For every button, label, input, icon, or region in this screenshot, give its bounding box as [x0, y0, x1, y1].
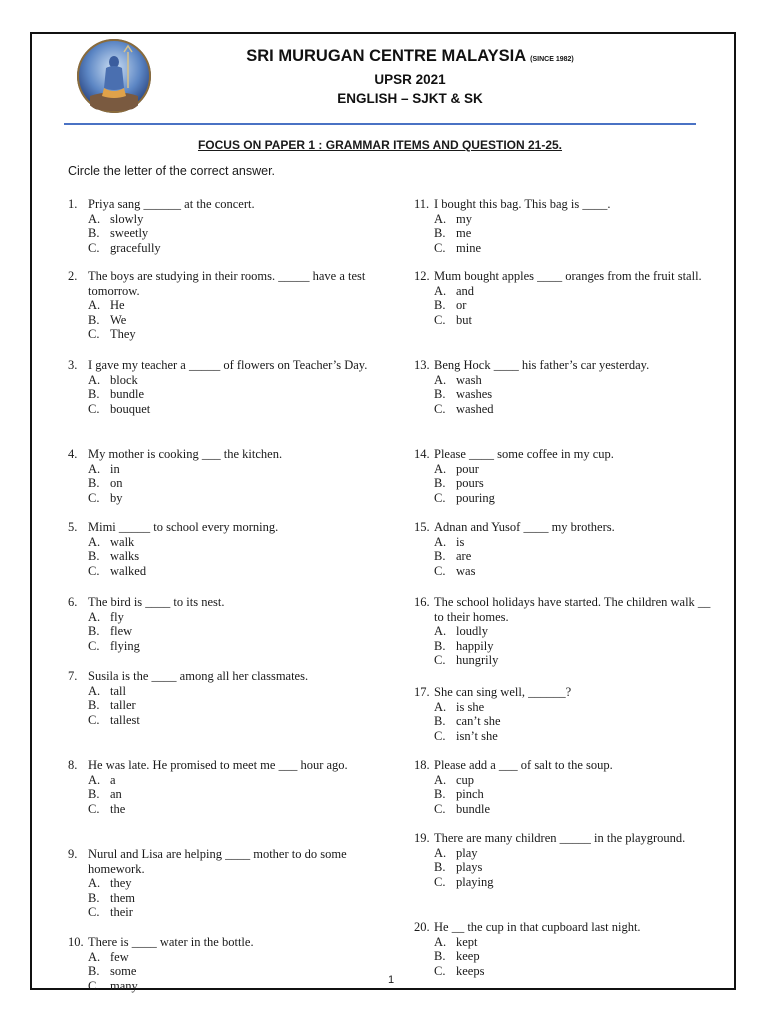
question-text: Susila is the ____ among all her classmates.: [88, 669, 309, 683]
answer-option[interactable]: [88, 491, 368, 506]
option-text: they: [110, 876, 132, 891]
option-text: keeps: [456, 963, 485, 978]
question-number: 8.: [68, 758, 78, 772]
option-text: tall: [110, 683, 126, 698]
answer-options: [434, 846, 714, 890]
answer-option[interactable]: [88, 549, 368, 564]
question-number: 16.: [414, 595, 430, 609]
answer-options: [88, 610, 368, 654]
question-number: 11.: [414, 197, 430, 211]
question-number: 10.: [68, 935, 84, 949]
option-text: but: [456, 312, 472, 327]
option-letter: C.: [434, 401, 446, 416]
option-text: walked: [110, 563, 147, 578]
question-text: The boys are studying in their rooms. _____ have a test tomorrow.: [88, 269, 366, 298]
answer-option[interactable]: [88, 387, 368, 402]
question-text: She can sing well, ______?: [434, 685, 572, 699]
answer-options: [88, 373, 368, 417]
option-text: hungrily: [456, 653, 499, 668]
answer-options: [434, 624, 714, 668]
option-text: me: [456, 226, 472, 241]
question-number: 4.: [68, 447, 78, 461]
question-10: [68, 935, 368, 993]
question-number: 1.: [68, 197, 78, 211]
option-letter: A.: [434, 845, 447, 860]
question-text: My mother is cooking ___ the kitchen.: [88, 447, 283, 461]
option-letter: B.: [88, 476, 100, 491]
option-text: walk: [110, 534, 135, 549]
option-text: wash: [456, 372, 482, 387]
header-exam: UPSR 2021: [374, 72, 446, 87]
answer-option[interactable]: [88, 773, 368, 788]
option-letter: C.: [434, 312, 446, 327]
option-text: was: [456, 563, 476, 578]
option-letter: C.: [88, 801, 100, 816]
option-letter: B.: [434, 787, 446, 802]
question-number: 6.: [68, 595, 78, 609]
option-letter: B.: [434, 476, 446, 491]
answer-option[interactable]: [88, 241, 368, 256]
option-text: keep: [456, 949, 480, 964]
option-letter: B.: [88, 890, 100, 905]
option-letter: B.: [434, 298, 446, 313]
answer-option[interactable]: [88, 212, 368, 227]
option-text: loudly: [456, 624, 488, 639]
option-text: the: [110, 801, 126, 816]
option-text: kept: [456, 934, 478, 949]
answer-option[interactable]: [434, 313, 714, 328]
answer-option[interactable]: [434, 700, 714, 715]
option-text: flew: [110, 624, 133, 639]
option-letter: C.: [88, 638, 100, 653]
option-letter: C.: [88, 240, 100, 255]
question-6: [68, 595, 368, 653]
question-12: [414, 269, 714, 327]
option-text: a: [110, 772, 116, 787]
answer-options: [434, 700, 714, 744]
option-letter: A.: [434, 624, 447, 639]
option-text: block: [110, 372, 138, 387]
answer-options: [88, 773, 368, 817]
question-text: There are many children _____ in the playground.: [434, 831, 686, 845]
answer-options: [88, 212, 368, 256]
question-number: 17.: [414, 685, 430, 699]
answer-option[interactable]: [434, 787, 714, 802]
option-letter: A.: [88, 683, 101, 698]
answer-option[interactable]: [88, 624, 368, 639]
answer-option[interactable]: [434, 729, 714, 744]
option-text: many: [110, 978, 138, 993]
answer-option[interactable]: [434, 773, 714, 788]
answer-option[interactable]: [434, 624, 714, 639]
option-letter: B.: [88, 964, 100, 979]
option-text: pours: [456, 476, 484, 491]
answer-option[interactable]: [88, 564, 368, 579]
answer-options: [88, 950, 368, 994]
question-text: The bird is ____ to its nest.: [88, 595, 225, 609]
option-text: can’t she: [456, 714, 501, 729]
option-letter: A.: [88, 372, 101, 387]
option-text: on: [110, 476, 123, 491]
option-letter: B.: [88, 787, 100, 802]
answer-option[interactable]: [88, 964, 368, 979]
answer-option[interactable]: [88, 698, 368, 713]
header-title: SRI MURUGAN CENTRE MALAYSIA: [246, 47, 526, 65]
option-text: by: [110, 490, 123, 505]
question-text: Priya sang ______ at the concert.: [88, 197, 255, 211]
question-text: Beng Hock ____ his father’s car yesterday.: [434, 358, 650, 372]
question-text: Mimi _____ to school every morning.: [88, 520, 279, 534]
question-8: [68, 758, 368, 816]
option-letter: C.: [88, 490, 100, 505]
question-number: 3.: [68, 358, 78, 372]
option-text: or: [456, 298, 467, 313]
answer-option[interactable]: [434, 802, 714, 817]
question-number: 19.: [414, 831, 430, 845]
answer-option[interactable]: [434, 564, 714, 579]
option-letter: B.: [88, 624, 100, 639]
answer-option[interactable]: [434, 875, 714, 890]
answer-option[interactable]: [434, 846, 714, 861]
question-text: I gave my teacher a _____ of flowers on Teacher’s Day.: [88, 358, 368, 372]
answer-option[interactable]: [88, 639, 368, 654]
option-letter: B.: [434, 638, 446, 653]
header-subject: ENGLISH – SJKT & SK: [337, 91, 483, 106]
option-text: bundle: [456, 801, 491, 816]
answer-option[interactable]: [434, 653, 714, 668]
option-letter: A.: [434, 534, 447, 549]
option-letter: B.: [434, 387, 446, 402]
question-7: [68, 669, 368, 727]
option-letter: B.: [434, 860, 446, 875]
question-number: 15.: [414, 520, 430, 534]
option-letter: A.: [88, 949, 101, 964]
option-text: He: [110, 298, 125, 313]
option-text: them: [110, 890, 135, 905]
option-letter: C.: [88, 978, 100, 993]
option-letter: A.: [434, 372, 447, 387]
option-text: pour: [456, 461, 479, 476]
option-text: washed: [456, 401, 494, 416]
option-letter: C.: [88, 401, 100, 416]
answer-option[interactable]: [88, 891, 368, 906]
question-text: Please add a ___ of salt to the soup.: [434, 758, 613, 772]
option-letter: C.: [434, 728, 446, 743]
answer-options: [88, 535, 368, 579]
option-letter: C.: [434, 563, 446, 578]
answer-option[interactable]: [434, 387, 714, 402]
question-number: 2.: [68, 269, 78, 283]
option-letter: A.: [434, 699, 447, 714]
option-text: play: [456, 845, 478, 860]
option-text: is: [456, 534, 465, 549]
answer-option[interactable]: [434, 535, 714, 550]
answer-options: [434, 284, 714, 328]
answer-option[interactable]: [88, 462, 368, 477]
answer-option[interactable]: [88, 402, 368, 417]
header-since: (SINCE 1982): [530, 56, 574, 63]
question-3: [68, 358, 368, 416]
answer-option[interactable]: [88, 373, 368, 388]
answer-option[interactable]: [434, 476, 714, 491]
question-1: [68, 197, 368, 255]
option-letter: B.: [88, 549, 100, 564]
option-text: fly: [110, 609, 124, 624]
option-text: some: [110, 964, 137, 979]
question-text: The school holidays have started. The children walk __ to their homes.: [434, 595, 711, 624]
answer-option[interactable]: [434, 284, 714, 299]
header-divider: [64, 123, 696, 125]
option-text: tallest: [110, 712, 140, 727]
question-number: 20.: [414, 920, 430, 934]
option-text: cup: [456, 772, 475, 787]
question-15: [414, 520, 714, 578]
option-letter: B.: [88, 226, 100, 241]
option-letter: B.: [434, 949, 446, 964]
question-9: [68, 847, 368, 920]
answer-option[interactable]: [434, 949, 714, 964]
answer-option[interactable]: [88, 979, 368, 994]
option-text: an: [110, 787, 122, 802]
option-letter: A.: [434, 461, 447, 476]
option-text: isn’t she: [456, 728, 498, 743]
logo-emblem: [76, 38, 152, 114]
option-text: plays: [456, 860, 483, 875]
option-letter: B.: [434, 714, 446, 729]
question-text: There is ____ water in the bottle.: [88, 935, 254, 949]
answer-options: [434, 212, 714, 256]
answer-option[interactable]: [88, 226, 368, 241]
option-letter: A.: [434, 283, 447, 298]
answer-options: [88, 298, 368, 342]
question-number: 5.: [68, 520, 78, 534]
option-letter: A.: [88, 461, 101, 476]
answer-options: [434, 773, 714, 817]
option-text: walks: [110, 549, 140, 564]
answer-option[interactable]: [88, 610, 368, 625]
option-letter: A.: [88, 772, 101, 787]
option-letter: A.: [88, 609, 101, 624]
answer-option[interactable]: [434, 860, 714, 875]
question-number: 13.: [414, 358, 430, 372]
option-letter: C.: [88, 563, 100, 578]
answer-options: [88, 876, 368, 920]
option-text: washes: [456, 387, 493, 402]
answer-option[interactable]: [434, 549, 714, 564]
option-text: slowly: [110, 211, 144, 226]
header-title-line: [160, 46, 660, 70]
answer-option[interactable]: [434, 298, 714, 313]
document-header: [160, 46, 660, 108]
option-letter: A.: [88, 876, 101, 891]
question-text: Please ____ some coffee in my cup.: [434, 447, 614, 461]
option-text: and: [456, 283, 475, 298]
option-letter: B.: [88, 312, 100, 327]
answer-option[interactable]: [434, 935, 714, 950]
question-5: [68, 520, 368, 578]
option-letter: B.: [434, 549, 446, 564]
question-2: [68, 269, 368, 342]
question-number: 7.: [68, 669, 78, 683]
option-text: sweetly: [110, 226, 149, 241]
question-text: He __ the cup in that cupboard last night.: [434, 920, 641, 934]
option-text: pinch: [456, 787, 484, 802]
option-text: playing: [456, 874, 494, 889]
option-letter: A.: [434, 211, 447, 226]
option-text: is she: [456, 699, 485, 714]
option-text: happily: [456, 638, 494, 653]
answer-option[interactable]: [88, 876, 368, 891]
option-text: gracefully: [110, 240, 161, 255]
option-text: They: [110, 327, 136, 342]
answer-option[interactable]: [434, 964, 714, 979]
answer-option[interactable]: [88, 298, 368, 313]
answer-option[interactable]: [88, 476, 368, 491]
option-text: bouquet: [110, 401, 151, 416]
option-text: in: [110, 461, 120, 476]
question-number: 14.: [414, 447, 430, 461]
option-text: We: [110, 312, 127, 327]
question-19: [414, 831, 714, 889]
option-letter: B.: [88, 698, 100, 713]
focus-title: FOCUS ON PAPER 1 : GRAMMAR ITEMS AND QUESTION 21-25.: [197, 138, 563, 152]
option-text: bundle: [110, 387, 145, 402]
question-14: [414, 447, 714, 505]
question-text: Adnan and Yusof ____ my brothers.: [434, 520, 615, 534]
page-number: 1: [388, 974, 395, 986]
question-11: [414, 197, 714, 255]
answer-options: [88, 462, 368, 506]
answer-option[interactable]: [88, 802, 368, 817]
option-letter: C.: [88, 327, 100, 342]
option-letter: C.: [434, 490, 446, 505]
question-17: [414, 685, 714, 743]
question-text: Mum bought apples ____ oranges from the fruit stall.: [434, 269, 702, 283]
question-text: He was late. He promised to meet me ___ hour ago.: [88, 758, 348, 772]
option-letter: B.: [434, 226, 446, 241]
option-text: are: [456, 549, 472, 564]
option-letter: C.: [88, 905, 100, 920]
option-letter: C.: [88, 712, 100, 727]
answer-option[interactable]: [88, 535, 368, 550]
answer-option[interactable]: [88, 313, 368, 328]
option-letter: C.: [434, 801, 446, 816]
answer-option[interactable]: [434, 639, 714, 654]
answer-option[interactable]: [88, 787, 368, 802]
answer-option[interactable]: [434, 226, 714, 241]
question-20: [414, 920, 714, 978]
question-text: Nurul and Lisa are helping ____ mother to do some homework.: [88, 847, 347, 876]
option-letter: B.: [88, 387, 100, 402]
answer-option[interactable]: [434, 462, 714, 477]
option-letter: A.: [88, 298, 101, 313]
answer-options: [434, 935, 714, 979]
option-letter: C.: [434, 653, 446, 668]
answer-option[interactable]: [88, 950, 368, 965]
answer-option[interactable]: [88, 905, 368, 920]
answer-options: [434, 535, 714, 579]
question-number: 9.: [68, 847, 78, 861]
answer-option[interactable]: [434, 491, 714, 506]
answer-option[interactable]: [434, 241, 714, 256]
option-letter: C.: [434, 240, 446, 255]
answer-option[interactable]: [434, 402, 714, 417]
answer-options: [434, 462, 714, 506]
instruction-text: Circle the letter of the correct answer.: [68, 164, 276, 178]
answer-option[interactable]: [434, 212, 714, 227]
option-text: their: [110, 905, 133, 920]
option-text: my: [456, 211, 472, 226]
option-text: pouring: [456, 490, 495, 505]
answer-option[interactable]: [434, 373, 714, 388]
option-text: mine: [456, 240, 481, 255]
answer-option[interactable]: [434, 714, 714, 729]
option-letter: C.: [434, 874, 446, 889]
answer-option[interactable]: [88, 713, 368, 728]
option-text: taller: [110, 698, 136, 713]
option-letter: C.: [434, 963, 446, 978]
question-number: 12.: [414, 269, 430, 283]
option-letter: A.: [88, 211, 101, 226]
answer-options: [434, 373, 714, 417]
question-4: [68, 447, 368, 505]
answer-options: [88, 684, 368, 728]
question-16: [414, 595, 714, 668]
question-18: [414, 758, 714, 816]
question-13: [414, 358, 714, 416]
question-text: I bought this bag. This bag is ____.: [434, 197, 611, 211]
answer-option[interactable]: [88, 684, 368, 699]
answer-option[interactable]: [88, 327, 368, 342]
question-number: 18.: [414, 758, 430, 772]
option-text: flying: [110, 638, 140, 653]
option-letter: A.: [434, 934, 447, 949]
option-letter: A.: [434, 772, 447, 787]
option-text: few: [110, 949, 129, 964]
option-letter: A.: [88, 534, 101, 549]
